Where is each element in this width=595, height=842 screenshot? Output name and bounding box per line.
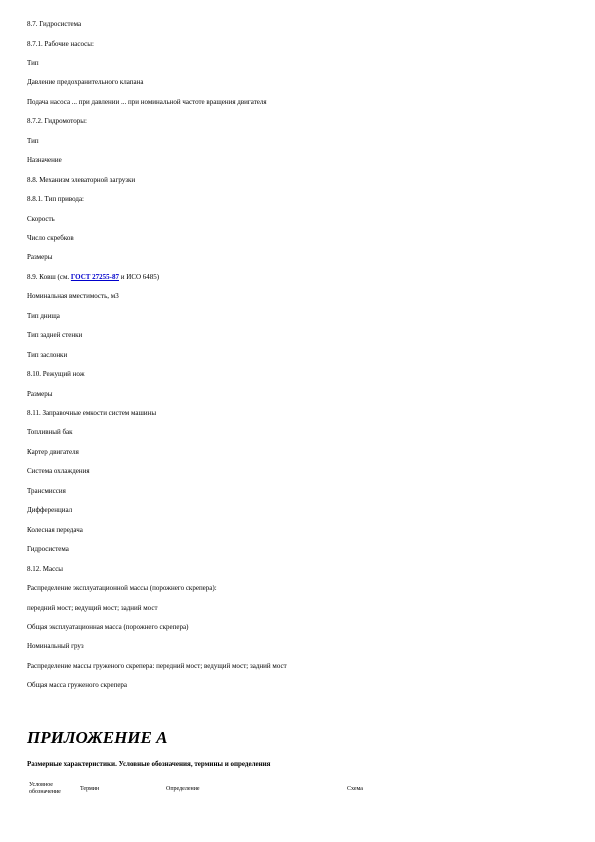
bucket-suffix: и ИСО 6485) <box>119 272 160 281</box>
spec-line: передний мост; ведущий мост; задний мост <box>27 603 158 612</box>
table-header-term: Термин <box>80 786 100 792</box>
spec-line: Трансмиссия <box>27 486 66 495</box>
spec-line: Назначение <box>27 156 62 165</box>
spec-line: Тип <box>27 58 39 67</box>
spec-line-bucket <box>27 273 159 282</box>
spec-line: Тип задней стенки <box>27 331 83 340</box>
spec-line: Скорость <box>27 214 55 223</box>
spec-line: Тип <box>27 136 39 145</box>
appendix-subtitle: Размерные характеристики. Условные обозначения, термины и определения <box>27 760 271 768</box>
spec-line: 8.7.1. Рабочие насосы: <box>27 39 94 48</box>
spec-line: 8.12. Массы <box>27 564 63 573</box>
spec-line: Тип заслонки <box>27 350 68 359</box>
spec-line: Давление предохранительного клапана <box>27 78 144 87</box>
spec-line: 8.7. Гидросистема <box>27 20 82 28</box>
spec-line: Гидросистема <box>27 545 69 554</box>
spec-line: Подача насоса ... при давлении ... при номинальной частоте вращения двигателя <box>27 97 267 106</box>
spec-line: Топливный бак <box>27 428 73 437</box>
spec-line: 8.11. Заправочные емкости систем машины <box>27 409 157 417</box>
spec-line: 8.8.1. Тип привода: <box>27 195 85 203</box>
spec-line: Дифференциал <box>27 506 73 515</box>
spec-line: Общая эксплуатационная масса (порожнего скрепера) <box>27 622 189 631</box>
table-header-symbol: Условное обозначение <box>29 782 61 795</box>
spec-line: Картер двигателя <box>27 447 79 456</box>
spec-line: Распределение эксплуатационной массы (порожнего скрепера): <box>27 584 217 592</box>
spec-line: Размеры <box>27 253 53 262</box>
spec-line: Колесная передача <box>27 525 83 534</box>
spec-line: Размеры <box>27 389 53 398</box>
spec-line: Общая масса груженого скрепера <box>27 681 128 690</box>
table-header-definition: Определение <box>166 786 200 792</box>
spec-line: 8.10. Режущий нож <box>27 370 85 379</box>
gost-link[interactable]: ГОСТ 27255-87 <box>70 272 120 281</box>
spec-line: 8.7.2. Гидромоторы: <box>27 117 87 126</box>
spec-line: Число скребков <box>27 233 74 242</box>
spec-line: Тип днища <box>27 311 60 320</box>
bucket-prefix: 8.9. Ковш (см. <box>27 272 71 281</box>
table-header-scheme: Схема <box>347 786 363 792</box>
spec-line: Номинальная вместимость, м3 <box>27 292 119 301</box>
spec-line: Система охлаждения <box>27 467 90 476</box>
appendix-title: ПРИЛОЖЕНИЕ А <box>27 728 168 747</box>
spec-line: Распределение массы груженого скрепера: передний мост; ведущий мост; задний мост <box>27 661 287 670</box>
spec-line: 8.8. Механизм элеваторной загрузки <box>27 175 136 184</box>
spec-line: Номинальный груз <box>27 642 84 651</box>
